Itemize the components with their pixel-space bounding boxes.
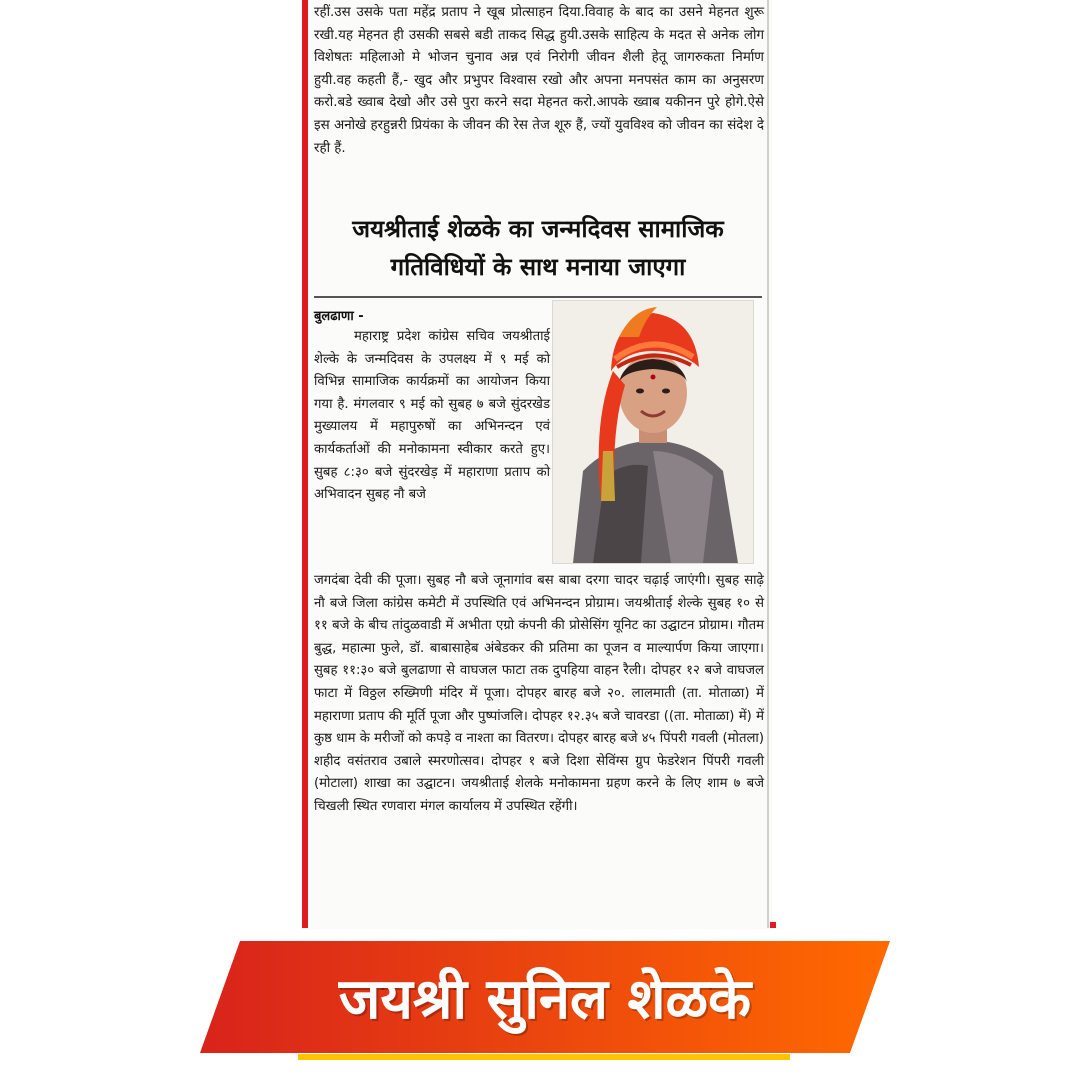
headline-divider	[314, 296, 762, 298]
column-rule-grey	[767, 0, 769, 928]
previous-article-text: रहीं.उस उसके पता महेंद्र प्रताप ने खूब प्रोत्साहन दिया.विवाह के बाद का उसने मेहनत शुरू रखी.यह मेहनत ही उसकी सबसे बडी ताकद सिद्ध हुयी.उसके साहित्य के मदत से अनेक लोग विशेषतः महिलाओ मे भोजन चुनाव अन्न एवं निरोगी जीवन शैली हेतू जागरुकता निर्माण हुयी.वह कहती हैं,- खुद और प्रभुपर विश्वास रखो और अपना मनपसंत काम का अनुसरण करो.बडे ख्वाब देखो और उसे पुरा करने सदा मेहनत करो.आपके ख्वाब यकीनन पुरे होगे.ऐसे इस अनोखे हरहुन्नरी प्रियंका के जीवन की रेस तेज शूरु हैं, ज्यों युवविश्व को जीवन का संदेश दे रही हैं.	[314, 5, 764, 156]
name-banner	[200, 941, 890, 1053]
dateline: बुलढाणा -	[314, 309, 364, 324]
column-rule-red	[302, 0, 308, 928]
portrait-photo	[552, 300, 754, 564]
banner-name: जयश्री सुनिल शेळके	[338, 967, 752, 1032]
article-body-text: जगदंबा देवी की पूजा। सुबह नौ बजे जूनागांव बस बाबा दरगा चादर चढ़ाई जाएंगी। सुबह साढ़े नौ बजे जिला कांग्रेस कमेटी में उपस्थिति एवं अभिनन्दन प्रोग्राम। जयश्रीताई शेल्के सुबह १० से ११ बजे के बीच तांदुळवाडी में अभीता एग्रो कंपनी की प्रोसेसिंग यूनिट का उद्घाटन प्रोग्राम। गौतम बुद्ध, महात्मा फुले, डॉ. बाबासाहेब अंबेडकर की प्रतिमा का पूजन व माल्यार्पण किया जाएगा। सुबह ११:३० बजे बुलढाणा से वाघजल फाटा तक दुपहिया वाहन रैली। दोपहर १२ बजे वाघजल फाटा में विठ्ठल रुख्मिणी मंदिर में पूजा। दोपहर बारह बजे २०. लालमाती (ता. मोताळा) में महाराणा प्रताप की मूर्ति पूजा और पुष्पांजलि। दोपहर १२.३५ बजे चावरडा ((ता. मोताळा) में) में कुष्ठ धाम के मरीजों को कपड़े व नाश्ता का वितरण। दोपहर बारह बजे ४५ पिंपरी गवली (मोतला) शहीद वसंतराव उबाले स्मरणोत्सव। दोपहर १ बजे दिशा सेविंग्स ग्रुप फेडरेशन पिंपरी गवली (मोटाला) शाखा का उद्घाटन। जयश्रीताई शेलके मनोकामना ग्रहण करने के लिए शाम ७ बजे चिखली स्थित रणवारा मंगल कार्यालय में उपस्थित रहेंगी।	[314, 573, 764, 814]
article-headline: जयश्रीताई शेळके का जन्मदिवस सामाजिक गतिविधियों के साथ मनाया जाएगा	[352, 215, 724, 281]
article-column-text: महाराष्ट्र प्रदेश कांग्रेस सचिव जयश्रीताई शेल्के के जन्मदिवस के उपलक्ष्य में ९ मई को विभिन्न सामाजिक कार्यक्रमों का आयोजन किया गया है. मंगलवार ९ मई को सुबह ७ बजे सुंदरखेड मुख्यालय में महापुरुषों का अभिनन्दन एवं कार्यकर्ताओं की मनोकामना स्वीकार करते हुए। सुबह ८:३० बजे सुंदरखेड़ में महाराणा प्रताप को अभिवादन सुबह नौ बजे	[314, 329, 550, 503]
corner-mark	[770, 922, 776, 928]
banner-underline	[298, 1054, 790, 1060]
